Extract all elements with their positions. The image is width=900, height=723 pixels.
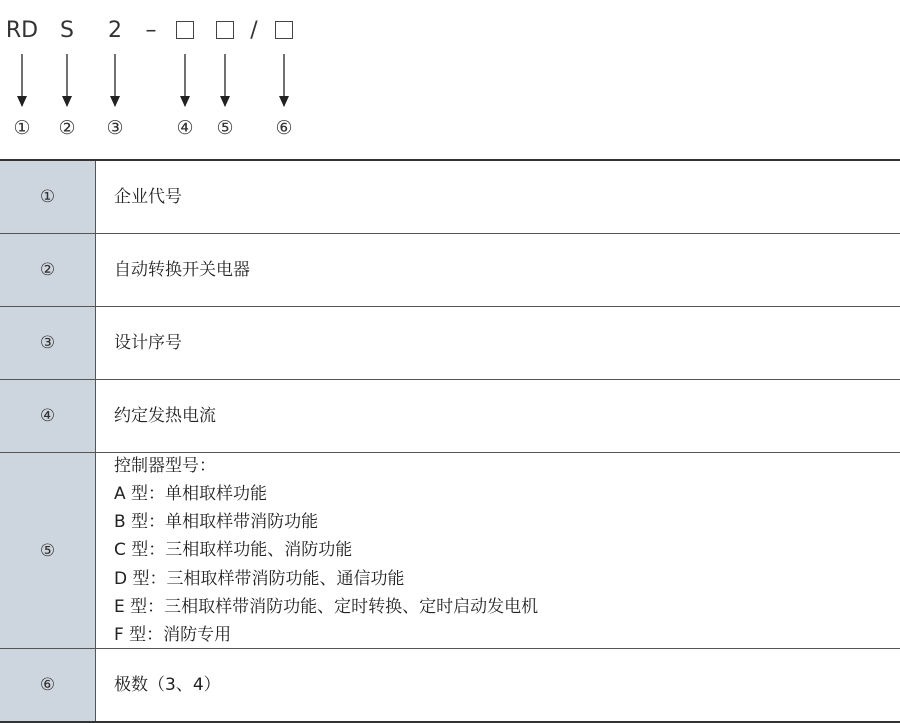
arrowhead-1	[17, 96, 27, 107]
description-line: 极数（3、4）	[114, 674, 221, 695]
position-label-4: ④	[176, 117, 194, 139]
code-part-s: S	[60, 18, 74, 43]
arrow-connectors	[0, 0, 900, 160]
arrowhead-3	[110, 96, 120, 107]
row-description	[96, 234, 900, 306]
table-row	[0, 380, 900, 453]
code-slash: /	[250, 18, 258, 43]
row-number: ⑤	[0, 453, 96, 648]
position-label-1: ①	[13, 117, 31, 139]
description-line: 控制器型号：	[114, 455, 216, 476]
row-description	[96, 380, 900, 452]
model-code-diagram	[0, 0, 900, 160]
arrowhead-6	[279, 96, 289, 107]
description-line: 自动转换开关电器	[114, 259, 250, 280]
row-number: ②	[0, 234, 96, 306]
description-line: 约定发热电流	[114, 405, 216, 426]
position-label-5: ⑤	[216, 117, 234, 139]
code-part-2: 2	[108, 18, 122, 43]
arrowhead-5	[220, 96, 230, 107]
position-label-6: ⑥	[275, 117, 293, 139]
description-line: C 型：三相取样功能、消防功能	[114, 540, 353, 561]
table-row	[0, 649, 900, 721]
table-row	[0, 234, 900, 307]
row-description	[96, 453, 900, 648]
description-line: 企业代号	[114, 186, 182, 207]
table-row	[0, 307, 900, 380]
code-dash: –	[145, 18, 157, 43]
row-description	[96, 649, 900, 721]
row-description	[96, 161, 900, 233]
description-line: E 型：三相取样带消防功能、定时转换、定时启动发电机	[114, 596, 539, 617]
row-number: ①	[0, 161, 96, 233]
row-description	[96, 307, 900, 379]
arrowhead-2	[62, 96, 72, 107]
model-code-table	[0, 159, 900, 723]
description-line: B 型：单相取样带消防功能	[114, 512, 319, 533]
description-line: F 型：消防专用	[114, 625, 232, 646]
description-line: A 型：单相取样功能	[114, 484, 268, 504]
code-part-rd: RD	[5, 18, 39, 43]
row-number: ⑥	[0, 649, 96, 721]
position-label-3: ③	[106, 117, 124, 139]
arrowhead-4	[180, 96, 190, 107]
table-row	[0, 453, 900, 649]
position-label-2: ②	[58, 117, 76, 139]
row-number: ③	[0, 307, 96, 379]
description-line: 设计序号	[114, 332, 182, 353]
table-row	[0, 161, 900, 234]
row-number: ④	[0, 380, 96, 452]
description-line: D 型：三相取样带消防功能、通信功能	[114, 568, 405, 589]
